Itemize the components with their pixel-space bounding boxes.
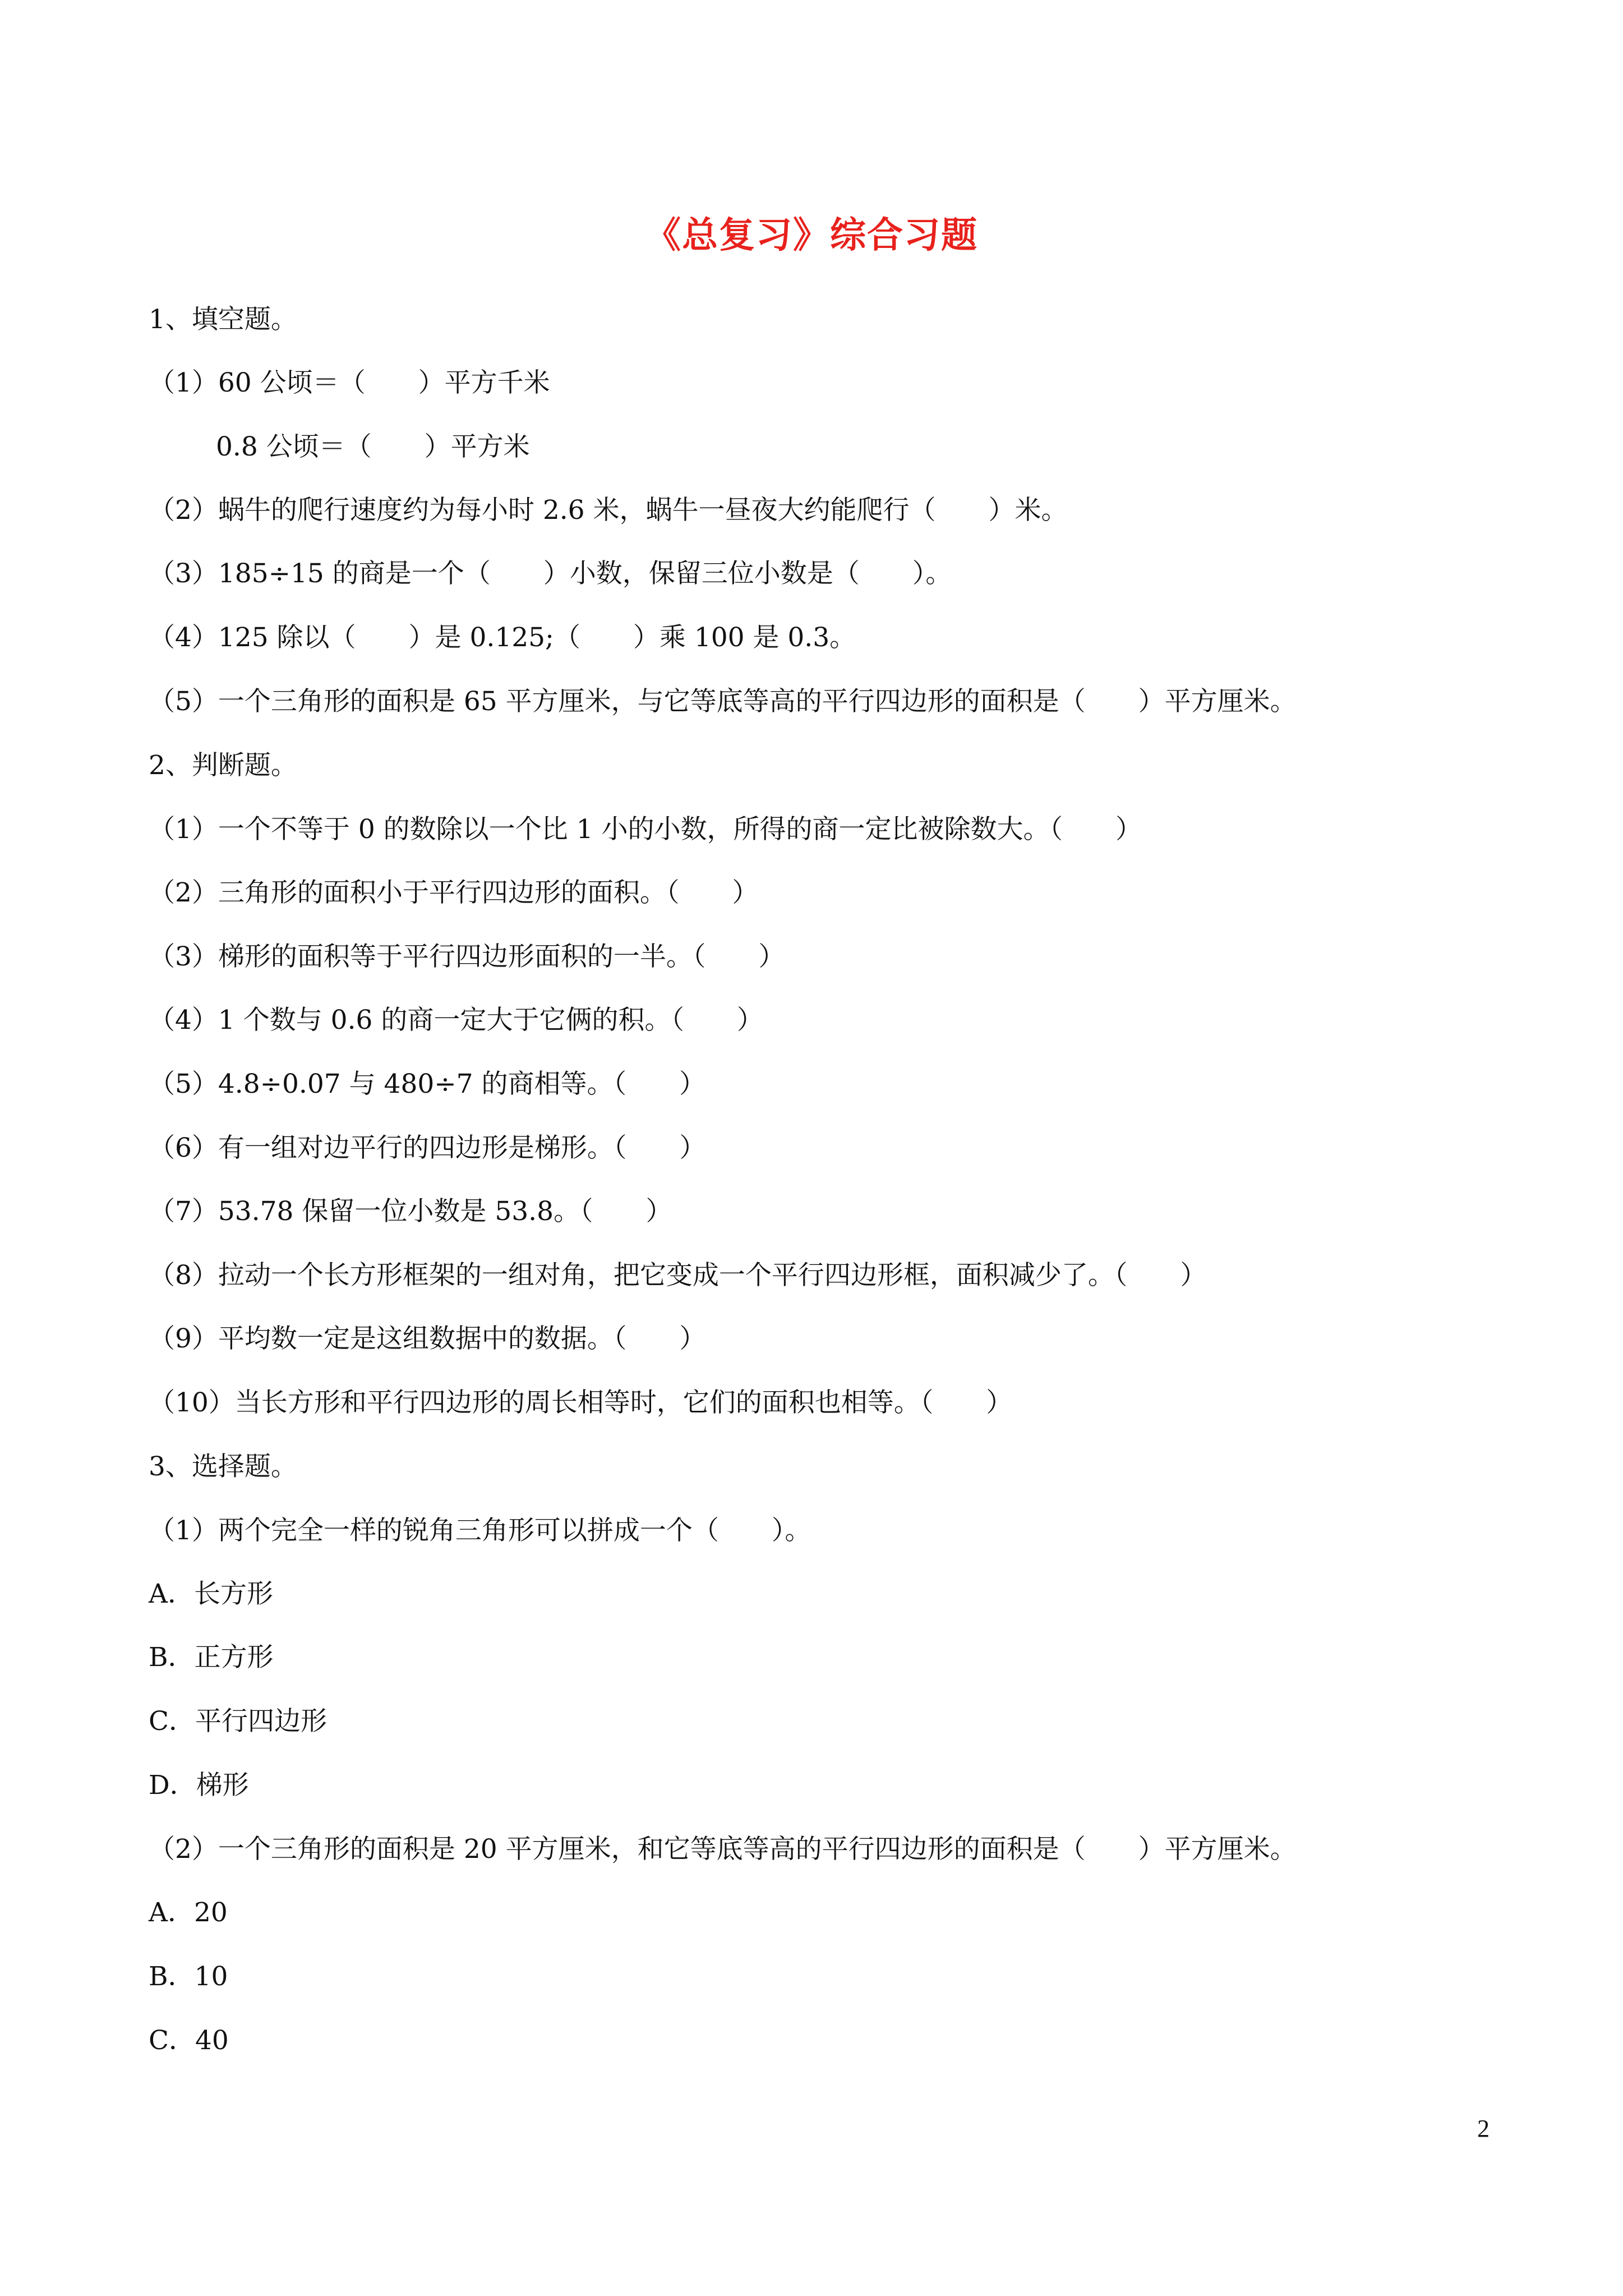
- true-false-question-8: （8）拉动一个长方形框架的一组对角，把它变成一个平行四边形框，面积减少了。（ ）: [149, 1260, 1207, 1291]
- page-number: 2: [1477, 2115, 1490, 2142]
- fill-blank-question-1: （1）60 公顷＝（ ）平方千米: [149, 367, 550, 398]
- true-false-question-7: （7）53.78 保留一位小数是 53.8。（ ）: [149, 1196, 672, 1227]
- choice-question-2-option-c: C．40: [149, 2025, 229, 2056]
- section-heading-fill-blank: 1、填空题。: [149, 304, 297, 335]
- choice-question-1-option-a: A．长方形: [149, 1579, 273, 1609]
- choice-question-2: （2）一个三角形的面积是 20 平方厘米，和它等底等高的平行四边形的面积是（ ）平方厘米。: [149, 1834, 1297, 1865]
- page-title: 《总复习》综合习题: [645, 214, 978, 256]
- fill-blank-question-5: （5）一个三角形的面积是 65 平方厘米，与它等底等高的平行四边形的面积是（ ）平方厘米。: [149, 686, 1297, 717]
- true-false-question-4: （4）1 个数与 0.6 的商一定大于它俩的积。（ ）: [149, 1005, 763, 1036]
- true-false-question-9: （9）平均数一定是这组数据中的数据。（ ）: [149, 1323, 706, 1354]
- choice-question-2-option-a: A．20: [149, 1897, 228, 1928]
- section-heading-multiple-choice: 3、选择题。: [149, 1451, 297, 1482]
- true-false-question-5: （5）4.8÷0.07 与 480÷7 的商相等。（ ）: [149, 1069, 706, 1099]
- true-false-question-3: （3）梯形的面积等于平行四边形面积的一半。（ ）: [149, 941, 785, 972]
- fill-blank-question-2: （2）蜗牛的爬行速度约为每小时 2.6 米，蜗牛一昼夜大约能爬行（ ）米。: [149, 495, 1068, 526]
- choice-question-1-option-b: B．正方形: [149, 1642, 274, 1673]
- true-false-question-10: （10）当长方形和平行四边形的周长相等时，它们的面积也相等。（ ）: [149, 1387, 1013, 1418]
- true-false-question-2: （2）三角形的面积小于平行四边形的面积。（ ）: [149, 877, 759, 908]
- section-heading-true-false: 2、判断题。: [149, 750, 297, 781]
- true-false-question-1: （1）一个不等于 0 的数除以一个比 1 小的小数，所得的商一定比被除数大。（ ）: [149, 814, 1142, 845]
- true-false-question-6: （6）有一组对边平行的四边形是梯形。（ ）: [149, 1133, 706, 1163]
- choice-question-2-option-b: B．10: [149, 1961, 228, 1992]
- choice-question-1-option-c: C．平行四边形: [149, 1706, 327, 1737]
- choice-question-1-option-d: D．梯形: [149, 1770, 249, 1801]
- fill-blank-question-3: （3）185÷15 的商是一个（ ）小数，保留三位小数是（ ）。: [149, 558, 952, 589]
- fill-blank-question-4: （4）125 除以（ ）是 0.125;（ ）乘 100 是 0.3。: [149, 622, 856, 653]
- choice-question-1: （1）两个完全一样的锐角三角形可以拼成一个（ ）。: [149, 1515, 811, 1546]
- fill-blank-question-1-part-2: 0.8 公顷＝（ ）平方米: [216, 431, 530, 462]
